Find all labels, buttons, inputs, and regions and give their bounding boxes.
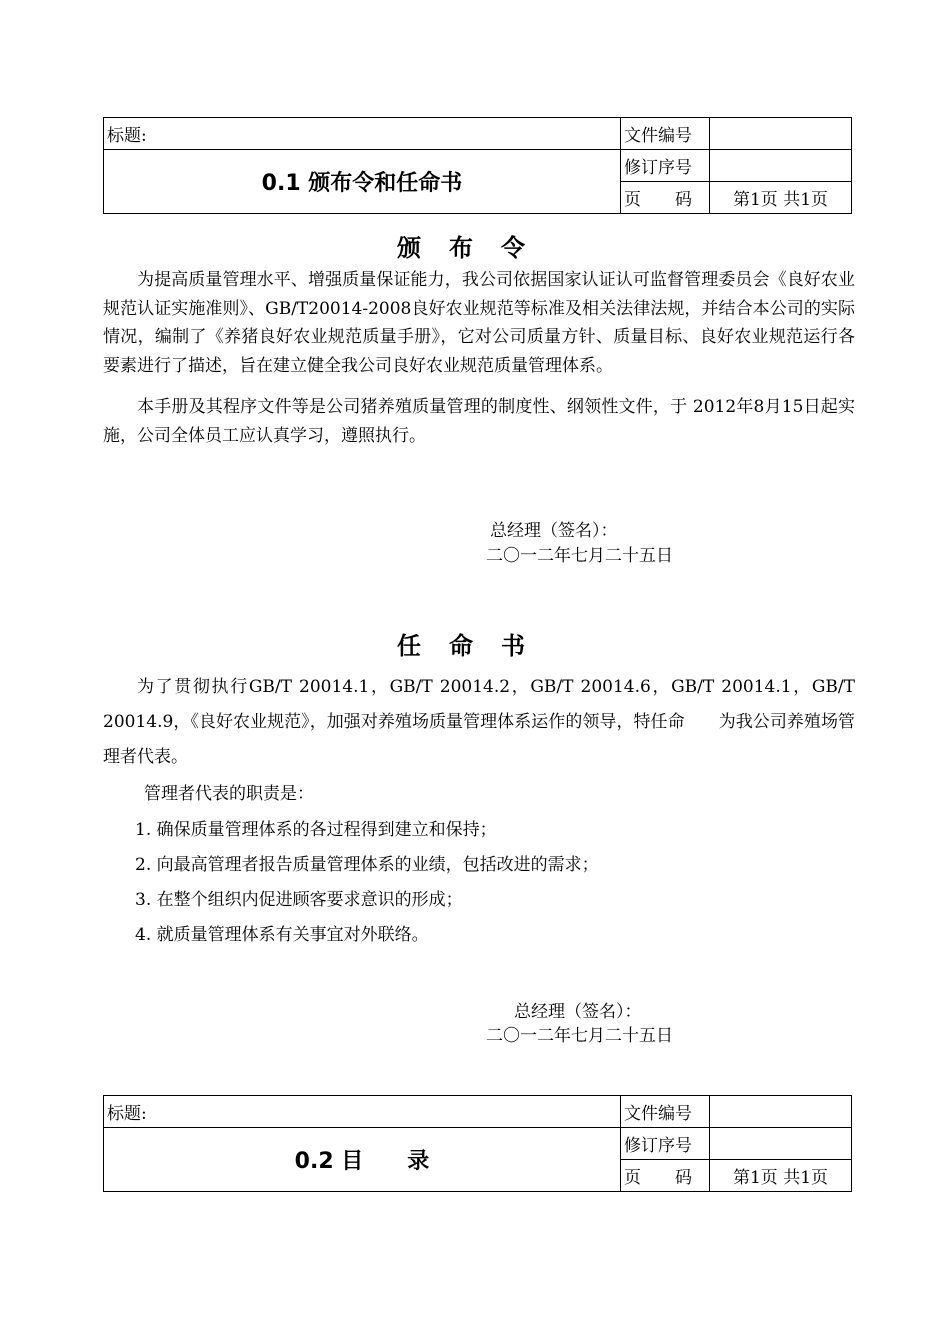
revision-value xyxy=(710,1128,852,1160)
appointment-date: 二〇一二年七月二十五日 xyxy=(486,1026,673,1046)
revision-label: 修订序号 xyxy=(621,1128,710,1160)
decree-signature: 总经理（签名）： xyxy=(490,521,618,541)
duty-item: 2. 向最高管理者报告质量管理体系的业绩，包括改进的需求； xyxy=(135,855,599,875)
page-label: 页 码 xyxy=(621,1160,710,1192)
duty-item: 3. 在整个组织内促进顾客要求意识的形成； xyxy=(135,890,463,910)
file-number-value xyxy=(710,1096,852,1128)
appointment-signature: 总经理（签名）： xyxy=(514,1002,642,1022)
duties-intro: 管理者代表的职责是： xyxy=(144,784,314,804)
revision-label: 修订序号 xyxy=(621,150,710,182)
file-number-label: 文件编号 xyxy=(621,118,710,150)
page-label: 页 码 xyxy=(621,182,710,214)
revision-value xyxy=(710,150,852,182)
title-label: 标题: xyxy=(104,118,621,150)
document-header-table xyxy=(103,117,852,214)
page-value: 第1页 共1页 xyxy=(710,182,852,214)
document-title: 0.2 目 录 xyxy=(104,1128,621,1192)
file-number-label: 文件编号 xyxy=(621,1096,710,1128)
document-title: 0.1 颁布令和任命书 xyxy=(104,150,621,214)
title-label: 标题: xyxy=(104,1096,621,1128)
duty-item: 4. 就质量管理体系有关事宜对外联络。 xyxy=(135,925,429,945)
decree-date: 二〇一二年七月二十五日 xyxy=(486,546,673,566)
appointment-paragraph-1: 为了贯彻执行GB/T 20014.1，GB/T 20014.2，GB/T 20014.6，GB/T 20014.1，GB/T 20014.9，《良好农业规范》，加强对养殖场质量管理体系运作的领导，特任命 为我公司养殖场管理者代表。 xyxy=(103,677,855,767)
decree-heading: 颁布令 xyxy=(397,234,553,262)
duty-item: 1. 确保质量管理体系的各过程得到建立和保持； xyxy=(135,820,497,840)
decree-paragraph-1: 为提高质量管理水平、增强质量保证能力，我公司依据国家认证认可监督管理委员会《良好农业规范认证实施准则》、GB/T20014-2008良好农业规范等标准及相关法律法规，并结合本公司的实际情况，编制了《养猪良好农业规范质量手册》，它对公司质量方针、质量目标、良好农业规范运行各要素进行了描述，旨在建立健全我公司良好农业规范质量管理体系。 xyxy=(103,270,855,376)
appointment-heading: 任命书 xyxy=(397,632,553,660)
file-number-value xyxy=(710,118,852,150)
decree-paragraph-2: 本手册及其程序文件等是公司猪养殖质量管理的制度性、纲领性文件，于 2012年8月15日起实施，公司全体员工应认真学习，遵照执行。 xyxy=(103,397,855,446)
page-value: 第1页 共1页 xyxy=(710,1160,852,1192)
document-header-table xyxy=(103,1095,852,1192)
